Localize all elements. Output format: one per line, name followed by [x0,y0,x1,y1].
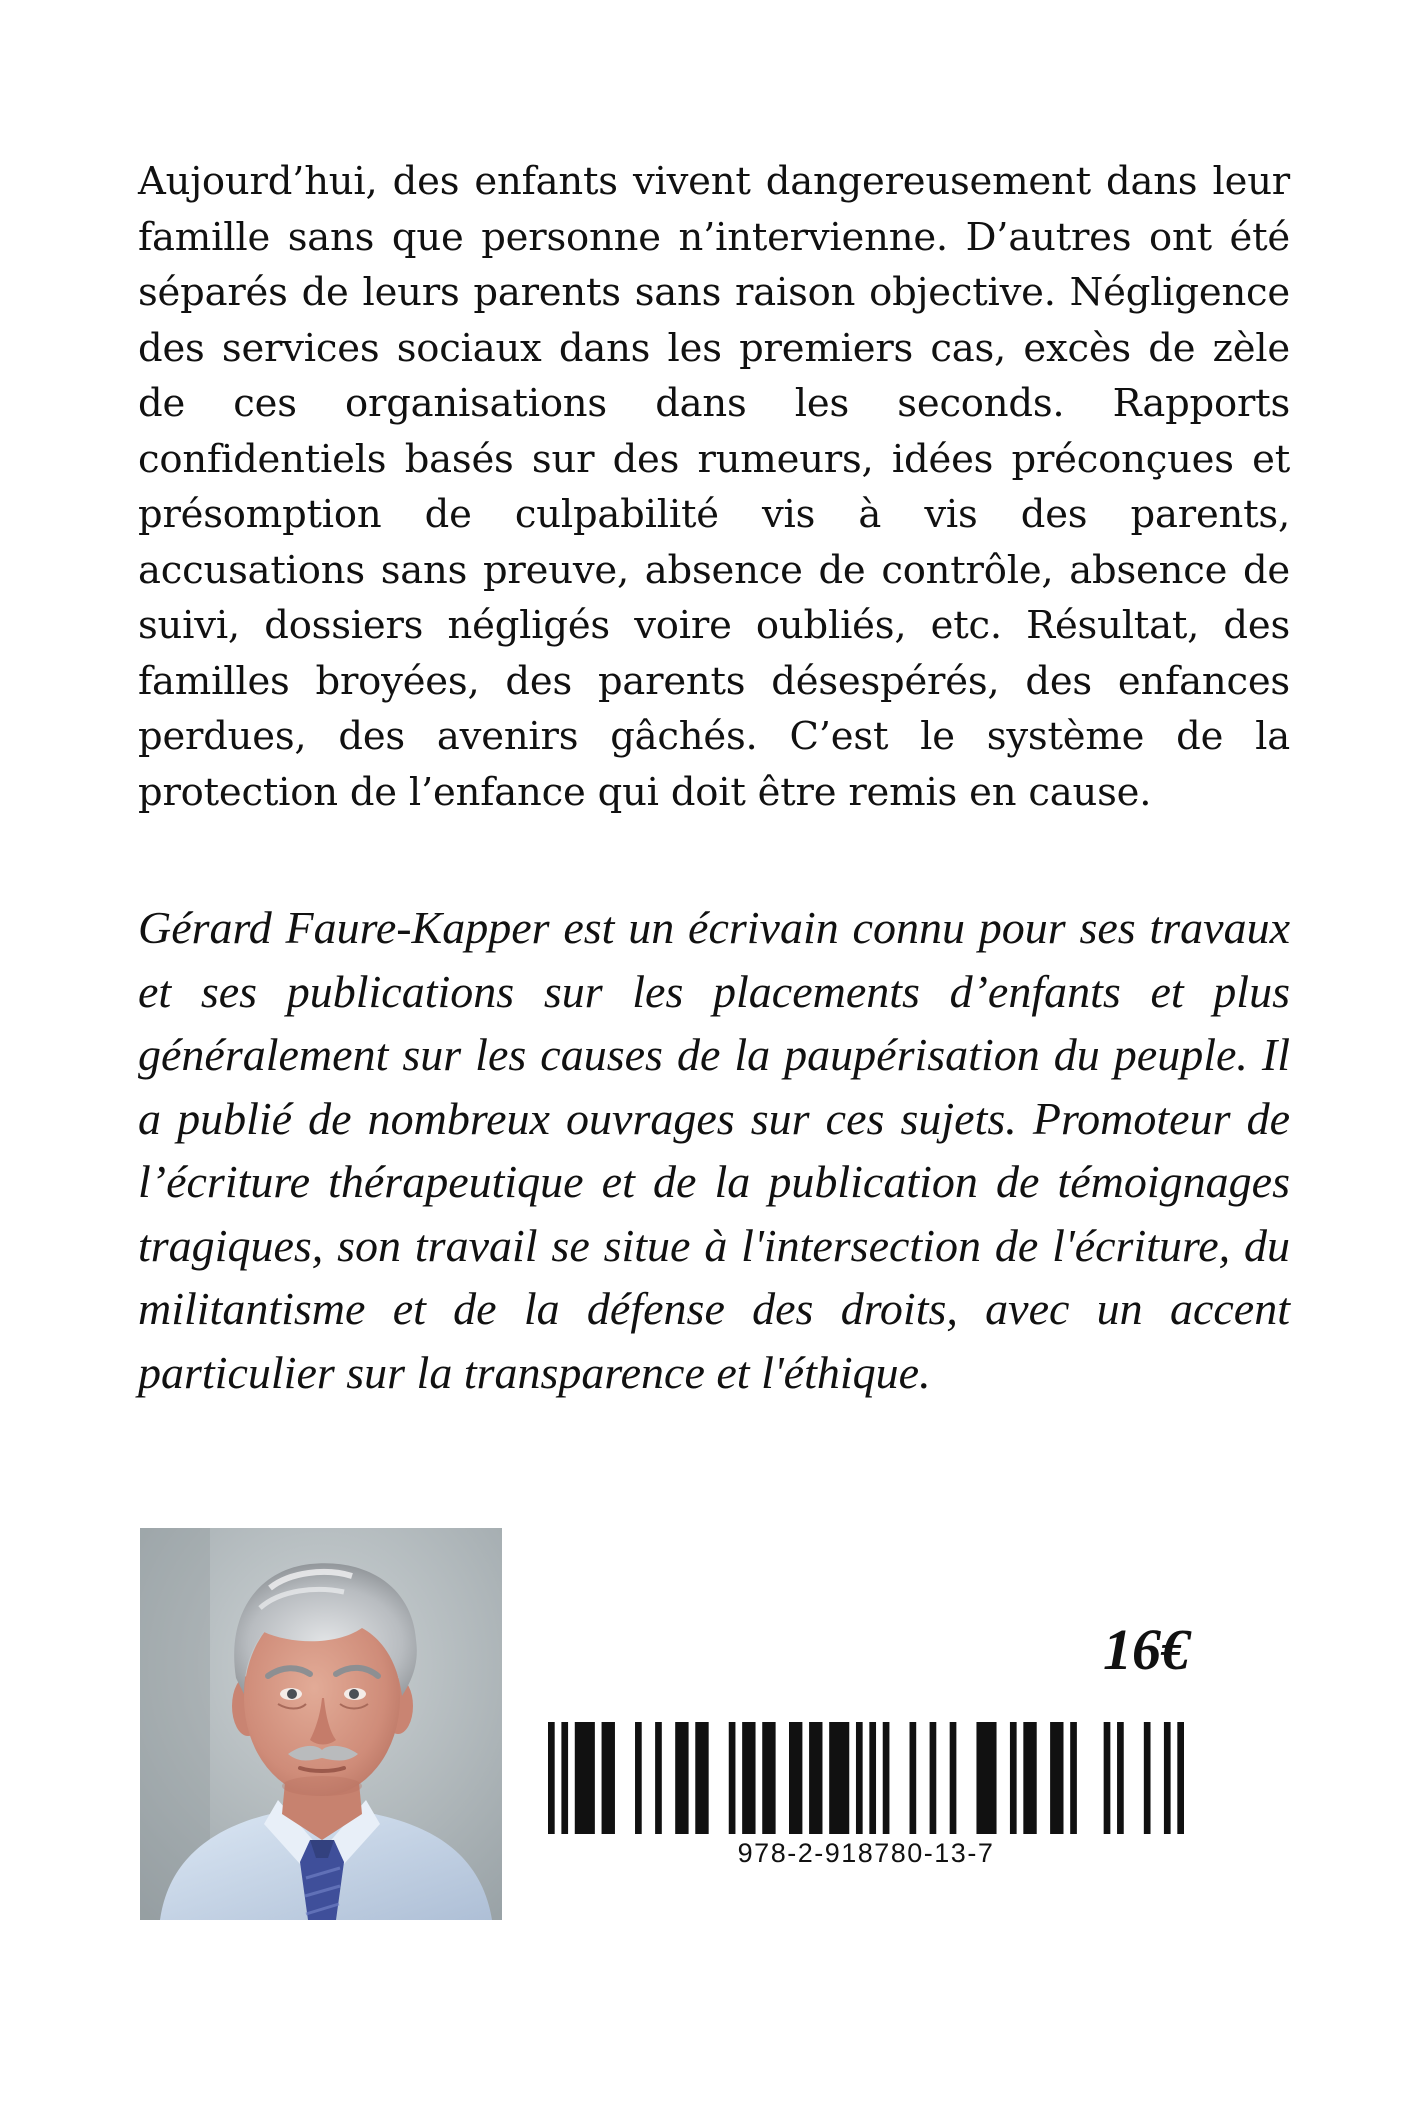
barcode-bar [809,1722,822,1834]
barcode-bar [950,1722,957,1834]
barcode-bar [729,1722,736,1834]
barcode-bar [1070,1722,1077,1834]
author-photo [140,1528,502,1920]
barcode-bar [883,1722,890,1834]
barcode-bar [742,1722,755,1834]
barcode-bar [548,1722,555,1834]
barcode-bar [561,1722,568,1834]
barcode-bar [1144,1722,1151,1834]
barcode-bar [602,1722,615,1834]
barcode-bar [829,1722,849,1834]
barcode-bars [548,1722,1184,1834]
barcode-bar [655,1722,662,1834]
barcode-bar [1010,1722,1017,1834]
barcode-bar [930,1722,937,1834]
barcode-bar [762,1722,775,1834]
barcode-bar [1104,1722,1111,1834]
barcode-bar [1023,1722,1036,1834]
barcode-bar [675,1722,688,1834]
barcode-bar [1050,1722,1063,1834]
price-label: 16€ [1103,1617,1190,1682]
barcode-bar [976,1722,996,1834]
author-bio: Gérard Faure-Kapper est un écrivain connu pour ses travaux et ses publications sur les placements d’enfants et plus généralement sur les causes de la paupérisation du peuple. Il a publié de nombreux ouvrages sur ces sujets. Promoteur de l’écriture thérapeutique et de la publication de témoignages tragiques, son travail se situe à l'intersection de l'écriture, du militantisme et de la défense des droits, avec un accent particulier sur la transparence et l'éthique. [138,902,1290,1398]
barcode-bar [635,1722,642,1834]
barcode-bar [1164,1722,1171,1834]
barcode-bar [910,1722,917,1834]
author-portrait-illustration [140,1528,502,1920]
barcode-bar [695,1722,708,1834]
barcode-bar [789,1722,802,1834]
isbn-number: 978-2-918780-13-7 [737,1838,995,1868]
barcode-bar [869,1722,876,1834]
back-cover-summary: Aujourd’hui, des enfants vivent dangereusement dans leur famille sans que personne n’intervienne. D’autres ont été séparés de leurs parents sans raison objective. Négligence des services sociaux dans les premiers cas, excès de zèle de ces organisations dans les seconds. Rapports confidentiels basés sur des rumeurs, idées préconçues et présomption de culpabilité vis à vis des parents, accusations sans preuve, absence de contrôle, absence de suivi, dossiers négligés voire oubliés, etc. Résultat, des familles broyées, des parents désespérés, des enfances perdues, des avenirs gâchés. C’est le système de la protection de l’enfance qui doit être remis en cause. [138,159,1290,815]
barcode-bar [856,1722,863,1834]
barcode-bar [575,1722,595,1834]
barcode-bar [1177,1722,1184,1834]
barcode-bar [1117,1722,1124,1834]
